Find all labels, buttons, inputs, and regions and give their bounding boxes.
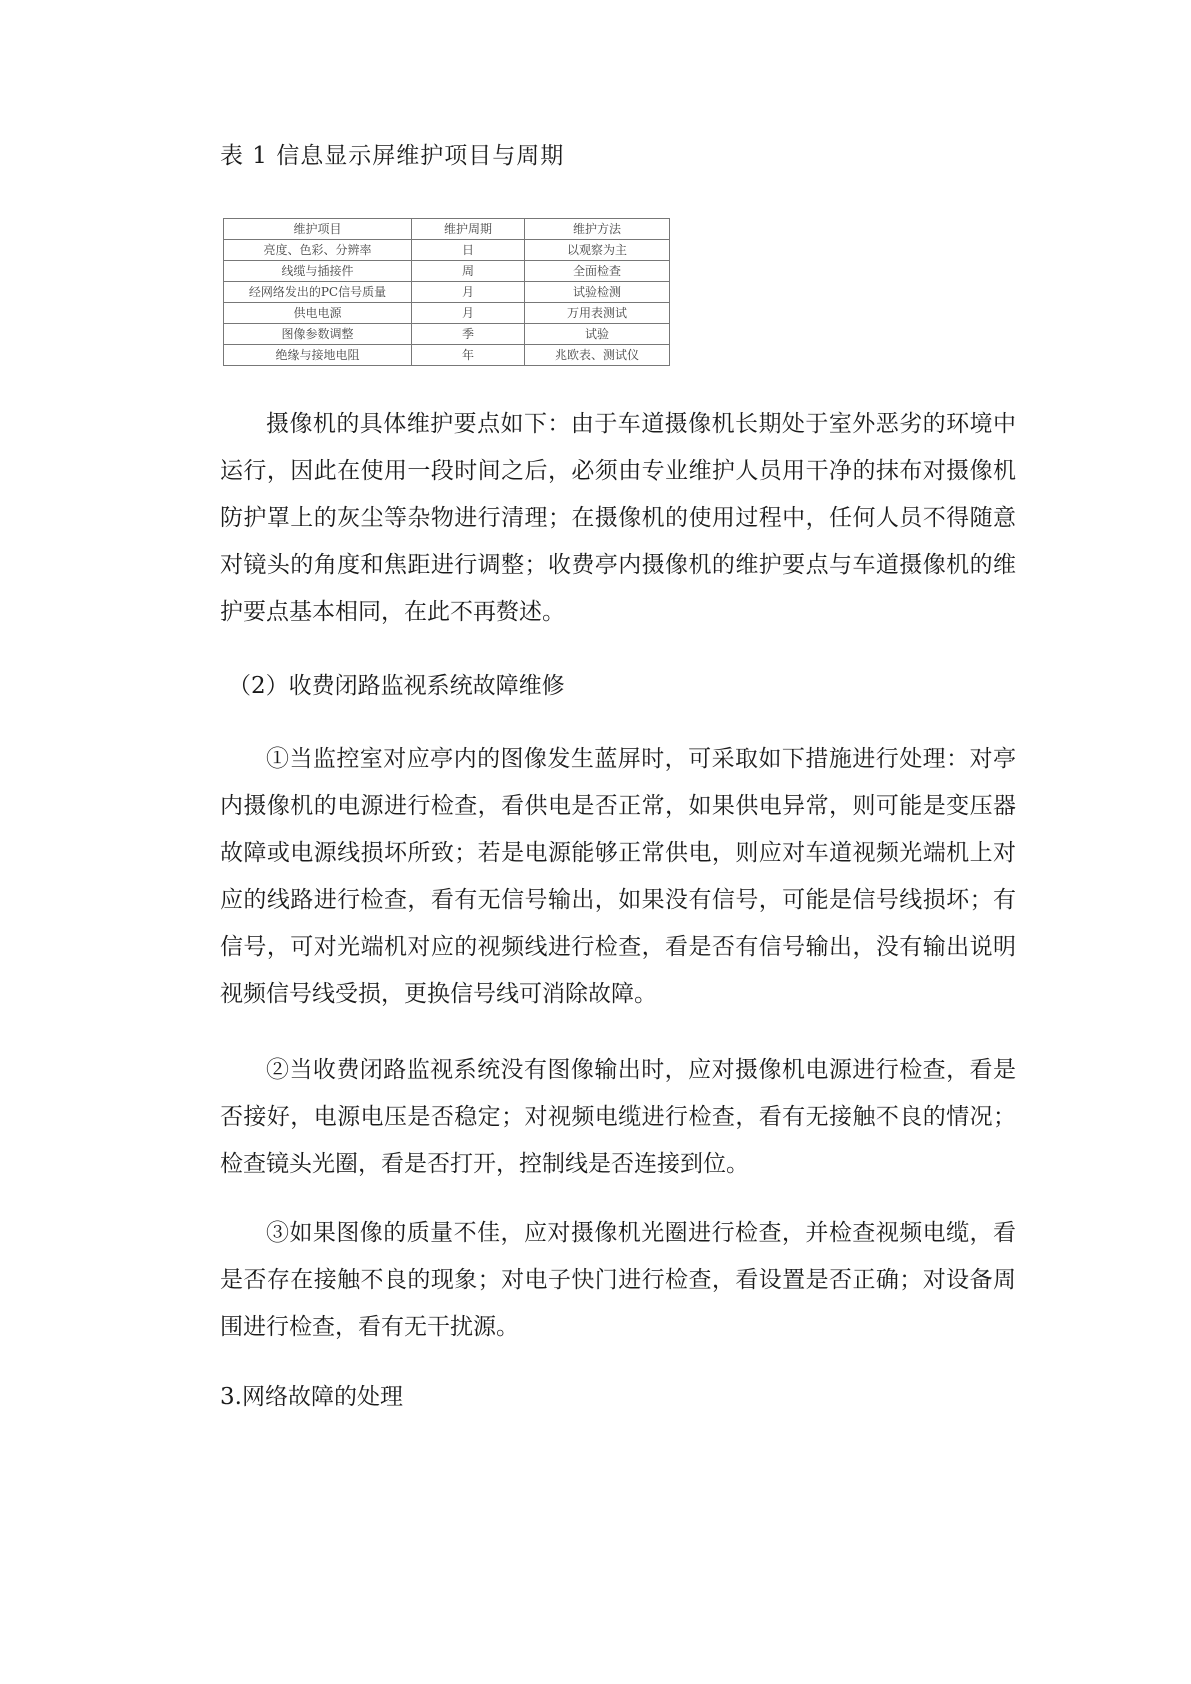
paragraph-no-image-output: ②当收费闭路监视系统没有图像输出时，应对摄像机电源进行检查，看是否接好，电源电压是否稳定；对视频电缆进行检查，看有无接触不良的情况；检查镜头光圈，看是否打开，控制线是否连接到位。 (220, 1057, 1016, 1177)
table-cell: 全面检查 (525, 261, 670, 282)
table-cell: 以观察为主 (525, 240, 670, 261)
section-heading-network-fault: 3.网络故障的处理 (220, 1384, 403, 1410)
table-cell: 供电电源 (224, 303, 412, 324)
maintenance-table-image (223, 218, 669, 366)
table-caption: 表 1 信息显示屏维护项目与周期 (220, 143, 565, 169)
table-header-cell: 维护方法 (525, 219, 670, 240)
table-row (224, 303, 670, 324)
table-cell: 月 (412, 282, 525, 303)
table-cell: 试验 (525, 324, 670, 345)
section-heading-fault-repair: （2）收费闭路监视系统故障维修 (228, 673, 565, 699)
table-cell: 试验检测 (525, 282, 670, 303)
table-cell: 万用表测试 (525, 303, 670, 324)
table-header-cell: 维护项目 (224, 219, 412, 240)
table-cell: 图像参数调整 (224, 324, 412, 345)
paragraph-blue-screen: ①当监控室对应亭内的图像发生蓝屏时，可采取如下措施进行处理：对亭内摄像机的电源进行检查，看供电是否正常，如果供电异常，则可能是变压器故障或电源线损坏所致；若是电源能够正常供电，则应对车道视频光端机上对应的线路进行检查，看有无信号输出，如果没有信号，可能是信号线损坏；有信号，可对光端机对应的视频线进行检查，看是否有信号输出，没有输出说明视频信号线受损，更换信号线可消除故障。 (220, 746, 1016, 1007)
table-row (224, 324, 670, 345)
table-cell: 年 (412, 345, 525, 366)
table-cell: 日 (412, 240, 525, 261)
table-header-row (224, 219, 670, 240)
table-header-cell: 维护周期 (412, 219, 525, 240)
table-cell: 线缆与插接件 (224, 261, 412, 282)
table-cell: 兆欧表、测试仪 (525, 345, 670, 366)
paragraph-camera-maintenance: 摄像机的具体维护要点如下：由于车道摄像机长期处于室外恶劣的环境中运行，因此在使用一段时间之后，必须由专业维护人员用干净的抹布对摄像机防护罩上的灰尘等杂物进行清理；在摄像机的使用过程中，任何人员不得随意对镜头的角度和焦距进行调整；收费亭内摄像机的维护要点与车道摄像机的维护要点基本相同，在此不再赘述。 (220, 411, 1016, 625)
table-cell: 季 (412, 324, 525, 345)
table-cell: 绝缘与接地电阻 (224, 345, 412, 366)
table-row (224, 261, 670, 282)
table-cell: 亮度、色彩、分辨率 (224, 240, 412, 261)
paragraph-poor-image-quality: ③如果图像的质量不佳，应对摄像机光圈进行检查，并检查视频电缆，看是否存在接触不良的现象；对电子快门进行检查，看设置是否正确；对设备周围进行检查，看有无干扰源。 (220, 1220, 1016, 1340)
table-cell: 经网络发出的PC信号质量 (224, 282, 412, 303)
table-cell: 月 (412, 303, 525, 324)
table-row (224, 345, 670, 366)
table-row (224, 240, 670, 261)
maintenance-table (223, 218, 670, 366)
table-row (224, 282, 670, 303)
table-cell: 周 (412, 261, 525, 282)
